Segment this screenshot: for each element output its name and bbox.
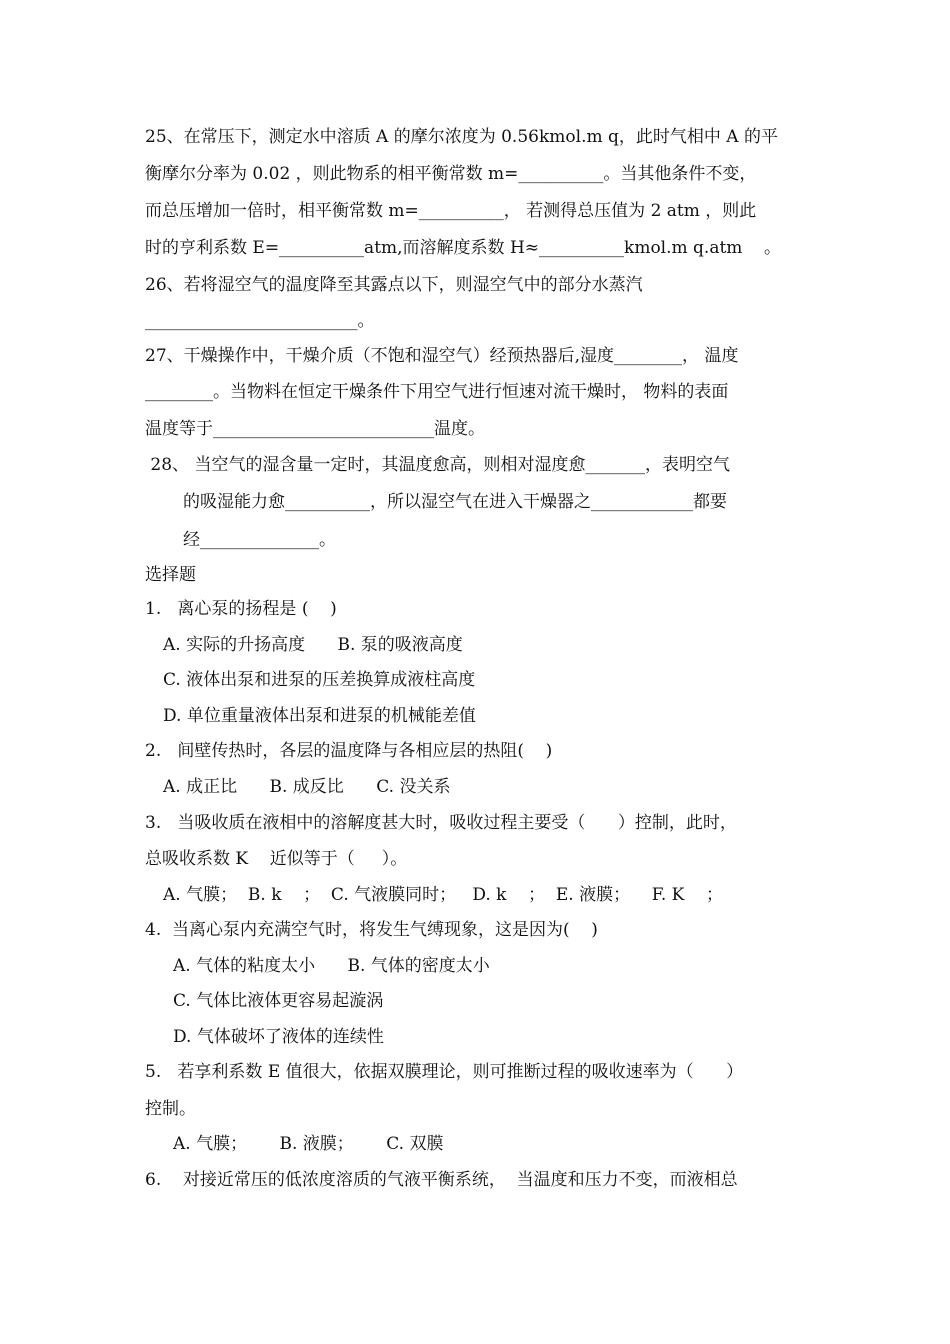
choice-q2-options: A. 成正比 B. 成反比 C. 没关系 (163, 777, 451, 797)
choice-q3-line-1: 3. 当吸收质在液相中的溶解度甚大时，吸收过程主要受（ ）控制，此时， (145, 813, 737, 833)
choice-q5-line-2: 控制。 (145, 1099, 196, 1119)
q25-line-1: 25、在常压下，测定水中溶质 A 的摩尔浓度为 0.56kmol.m q，此时气相中 A 的平 (145, 127, 778, 147)
q27-line-1: 27、干燥操作中，干燥介质（不饱和湿空气）经预热器后,湿度________， 温度 (145, 346, 739, 366)
q26-line-1: 26、若将湿空气的温度降至其露点以下，则湿空气中的部分水蒸汽 (145, 275, 643, 295)
q28-line-2: 的吸湿能力愈__________，所以湿空气在进入干燥器之____________都要 (183, 492, 727, 512)
choice-q3-line-2: 总吸收系数 K 近似等于（ ）。 (145, 849, 408, 869)
section-heading: 选择题 (145, 565, 196, 585)
q28-line-3: 经______________。 (183, 530, 336, 550)
choice-q1: 1. 离心泵的扬程是 ( ) (145, 599, 337, 619)
choice-q4-option-c: C. 气体比液体更容易起漩涡 (173, 991, 384, 1011)
q25-line-2: 衡摩尔分率为 0.02 ，则此物系的相平衡常数 m=__________。当其他条件不变， (145, 164, 757, 184)
choice-q6-line-1: 6. 对接近常压的低浓度溶质的气液平衡系统， 当温度和压力不变，而液相总 (145, 1170, 738, 1190)
choice-q5-options: A. 气膜； B. 液膜； C. 双膜 (173, 1134, 444, 1154)
choice-q4: 4. 当离心泵内充满空气时，将发生气缚现象，这是因为( ) (145, 920, 598, 940)
choice-q4-option-d: D. 气体破坏了液体的连续性 (173, 1027, 384, 1047)
q25-line-3: 而总压增加一倍时，相平衡常数 m=__________， 若测得总压值为 2 atm ，则此 (145, 201, 757, 221)
q26-line-2: _________________________。 (145, 311, 375, 331)
choice-q2: 2. 间壁传热时，各层的温度降与各相应层的热阻( ) (145, 741, 553, 761)
choice-q5-line-1: 5. 若享利系数 E 值很大，依据双膜理论，则可推断过程的吸收速率为（ ） (145, 1062, 744, 1082)
q28-line-1: 28、 当空气的湿含量一定时，其温度愈高，则相对湿度愈_______，表明空气 (145, 455, 730, 475)
choice-q1-option-c: C. 液体出泵和进泵的压差换算成液柱高度 (163, 670, 476, 690)
choice-q3-options: A. 气膜； B. k ； C. 气液膜同时； D. k ； E. 液膜； F. K ； (163, 885, 723, 905)
q27-line-3: 温度等于__________________________温度。 (145, 419, 485, 439)
choice-q1-options-ab: A. 实际的升扬高度 B. 泵的吸液高度 (163, 635, 463, 655)
q27-line-2: ________。当物料在恒定干燥条件下用空气进行恒速对流干燥时， 物料的表面 (145, 382, 729, 402)
q25-line-4: 时的亨利系数 E=__________atm,而溶解度系数 H≈__________kmol.m q.atm 。 (145, 238, 782, 258)
choice-q4-options-ab: A. 气体的粘度太小 B. 气体的密度太小 (173, 956, 490, 976)
choice-q1-option-d: D. 单位重量液体出泵和进泵的机械能差值 (163, 706, 476, 726)
